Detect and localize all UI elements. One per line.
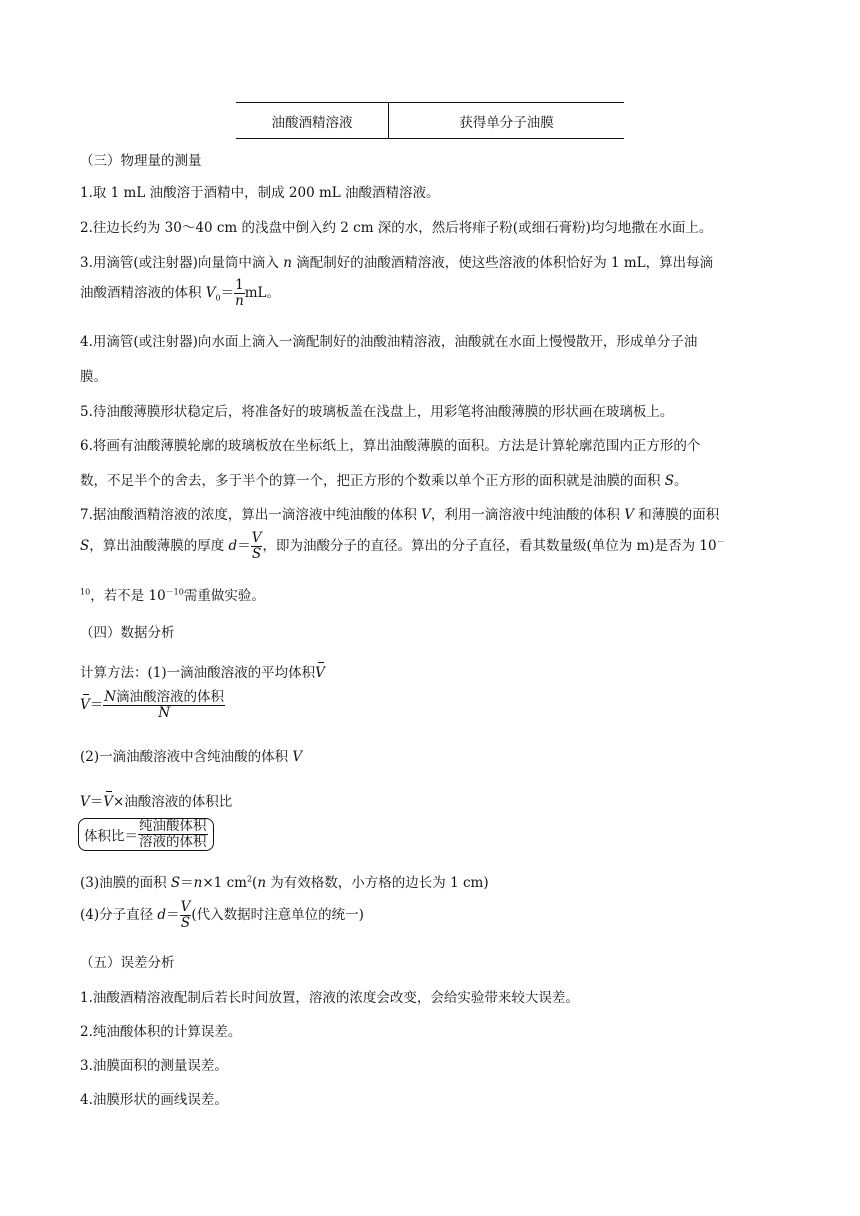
var-V: V xyxy=(421,507,431,523)
equals-sign: ＝ xyxy=(89,794,104,810)
var-S: S xyxy=(170,875,181,891)
section-title-error: （五）误差分析 xyxy=(80,955,175,971)
step-1: 1.取 1 mL 油酸溶于酒精中，制成 200 mL 油酸酒精溶液。 xyxy=(80,185,440,201)
paren: ( xyxy=(252,875,258,891)
step-7-line-3 xyxy=(80,584,265,604)
step-7-text-4: ，算出油酸薄膜的厚度 xyxy=(89,538,229,554)
equals-sign: ＝ xyxy=(89,697,104,713)
analysis-text-8: (代入数据时注意单位的统一) xyxy=(191,907,364,923)
equals-sign: ＝ xyxy=(220,285,235,301)
analysis-line-7 xyxy=(80,900,364,931)
step-3-line-2 xyxy=(80,278,280,309)
var-V0: V xyxy=(205,285,216,301)
fraction-V-over-S xyxy=(251,531,263,562)
fraction-numerator: 1 xyxy=(235,277,244,293)
var-V: V xyxy=(624,507,634,523)
analysis-line-6 xyxy=(80,871,489,891)
analysis-text-7: (4)分子直径 xyxy=(80,907,158,923)
step-7-text: 7.据油酸酒精溶液的浓度，算出一滴溶液中纯油酸的体积 xyxy=(80,507,422,523)
analysis-text-2: (2)一滴油酸溶液中含纯油酸的体积 xyxy=(80,749,293,765)
step-7-text-5: ，即为油酸分子的直径。算出的分子直径，看其数量级(单位为 m)是否为 10 xyxy=(262,538,717,554)
analysis-text-6: 为有效格数，小方格的边长为 1 cm) xyxy=(266,875,489,891)
step-7-line-1 xyxy=(80,503,719,523)
equals-sign: ＝ xyxy=(237,538,251,554)
formula-bracket xyxy=(78,818,214,851)
error-2: 2.纯油酸体积的计算误差。 xyxy=(80,1024,242,1040)
step-7-line-2 xyxy=(80,531,725,562)
var-N: N xyxy=(104,689,117,705)
analysis-text: 计算方法：(1)一滴油酸溶液的平均体积 xyxy=(80,665,316,681)
analysis-line-2 xyxy=(80,690,225,721)
superscript-2: 2 xyxy=(246,874,253,884)
step-3-line-1 xyxy=(80,251,713,271)
analysis-text-4: (3)油膜的面积 xyxy=(80,875,171,891)
var-V-bar: V xyxy=(103,794,113,810)
fraction-denominator: S xyxy=(251,546,262,562)
unit-ml: mL。 xyxy=(244,285,281,301)
equals-sign: ＝ xyxy=(180,875,194,891)
step-5: 5.待油酸薄膜形状稳定后，将准备好的玻璃板盖在浅盘上，用彩笔将油酸薄膜的形状画在玻璃板上。 xyxy=(80,404,674,420)
var-S: S xyxy=(664,473,675,489)
var-V-bar: V xyxy=(315,665,325,681)
step-4-line-1: 4.用滴管(或注射器)向水面上滴入一滴配制好的油酸油精溶液，油酸就在水面上慢慢散开，形成单分子油 xyxy=(80,334,698,350)
fraction-denominator: N xyxy=(158,705,171,721)
step-3-text-3: 油酸酒精溶液的体积 xyxy=(80,285,206,301)
fraction-volume-per-drop xyxy=(103,690,225,721)
var-d: d xyxy=(157,907,167,923)
equals-sign: ＝ xyxy=(166,907,180,923)
fraction-denominator: n xyxy=(235,293,244,309)
analysis-line-4 xyxy=(80,790,232,810)
var-d: d xyxy=(228,538,238,554)
error-3: 3.油膜面积的测量误差。 xyxy=(80,1058,228,1074)
error-1: 1.油酸酒精溶液配制后若长时间放置，溶液的浓度会改变，会给实验带来较大误差。 xyxy=(80,990,579,1006)
fraction-numerator: 纯油酸体积 xyxy=(139,818,207,834)
var-S: S xyxy=(80,538,90,554)
step-7-text-6: ，若不是 10 xyxy=(90,588,166,604)
step-3-text: 3.用滴管(或注射器)向量筒中滴入 xyxy=(80,255,284,271)
var-n: n xyxy=(283,255,292,271)
method-table xyxy=(236,102,624,139)
step-6-line-1: 6.将画有油酸薄膜轮廓的玻璃板放在坐标纸上，算出油酸薄膜的面积。方法是计算轮廓范围内正方形的个 xyxy=(80,438,701,454)
table-cell-solution: 油酸酒精溶液 xyxy=(236,103,389,139)
analysis-line-3 xyxy=(80,745,302,765)
step-6-text: 数，不足半个的舍去，多于半个的算一个，把正方形的个数乘以单个正方形的面积就是油膜的面积 xyxy=(80,473,665,489)
superscript-10: 10 xyxy=(80,587,91,597)
fraction-numerator xyxy=(103,690,225,706)
var-n: n xyxy=(257,875,267,891)
step-6-line-2 xyxy=(80,469,688,489)
fraction-numerator: V xyxy=(180,899,191,915)
fraction-V-over-S xyxy=(180,900,192,931)
fraction-volume-ratio xyxy=(138,819,208,850)
step-4-line-2: 膜。 xyxy=(80,369,107,385)
fraction-1-over-n xyxy=(234,278,245,309)
error-4: 4.油膜形状的画线误差。 xyxy=(80,1092,228,1108)
period: 。 xyxy=(674,473,688,489)
step-2: 2.往边长约为 30～40 cm 的浅盘中倒入约 2 cm 深的水，然后将痱子粉(或细石膏粉)均匀地撒在水面上。 xyxy=(80,220,713,236)
analysis-text-3: ×油酸溶液的体积比 xyxy=(113,794,233,810)
var-V-bar: V xyxy=(80,697,90,713)
fraction-denominator: S xyxy=(180,915,191,931)
table-cell-monolayer: 获得单分子油膜 xyxy=(389,103,625,139)
section-title-measurement: （三）物理量的测量 xyxy=(80,153,202,169)
fraction-numerator: V xyxy=(251,530,262,546)
step-7-text-3: 和薄膜的面积 xyxy=(633,507,720,523)
numerator-text: 滴油酸溶液的体积 xyxy=(116,689,225,705)
analysis-text-5: ×1 cm xyxy=(202,875,247,891)
var-V: V xyxy=(80,794,90,810)
subscript-0: 0 xyxy=(215,293,221,303)
section-title-analysis: （四）数据分析 xyxy=(80,625,175,641)
var-V: V xyxy=(292,749,303,765)
fraction-denominator: 溶液的体积 xyxy=(139,834,207,850)
table-row xyxy=(236,103,624,139)
analysis-line-1 xyxy=(80,661,325,681)
superscript-minus: － xyxy=(716,537,725,547)
ratio-label: 体积比＝ xyxy=(84,828,138,845)
superscript-minus-10: －10 xyxy=(165,587,184,597)
step-7-text-7: 需重做实验。 xyxy=(183,588,265,604)
volume-ratio-formula xyxy=(78,818,214,851)
step-7-text-2: ，利用一滴溶液中纯油酸的体积 xyxy=(430,507,625,523)
step-3-text-2: 滴配制好的油酸酒精溶液，使这些溶液的体积恰好为 1 mL，算出每滴 xyxy=(291,255,714,271)
var-n: n xyxy=(193,875,203,891)
